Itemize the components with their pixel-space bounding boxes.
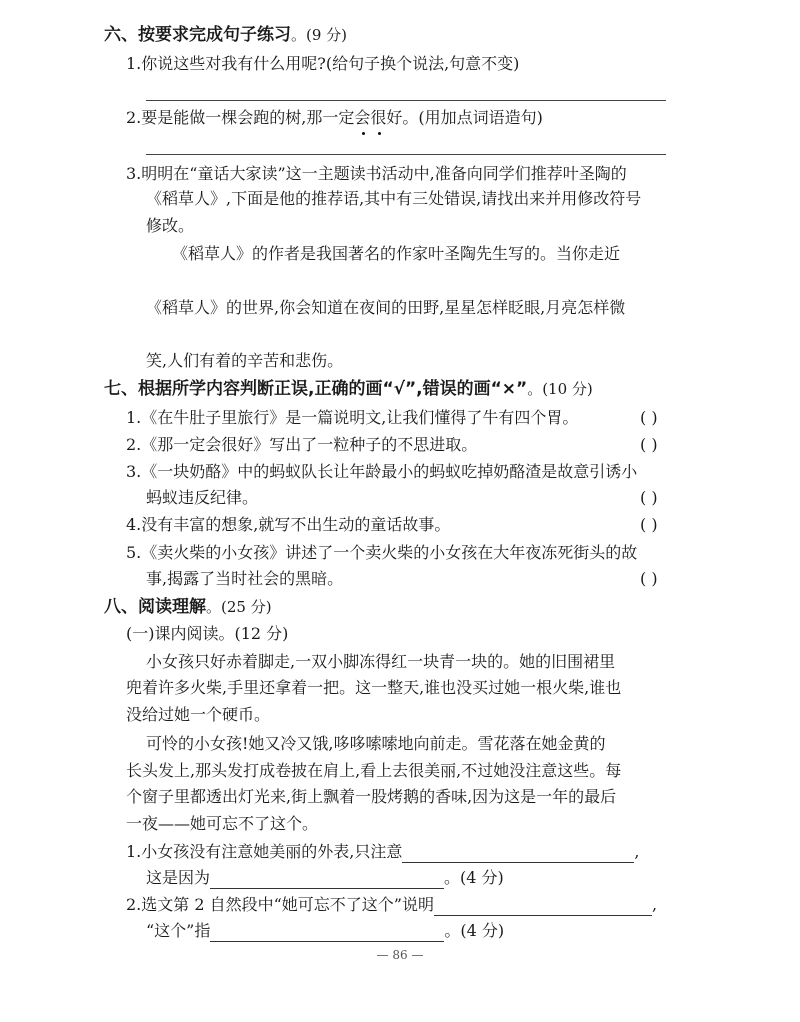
s6-question-3-line1: 3.明明在“童话大家读”这一主题读书活动中,准备向同学们推荐叶圣陶的 [126, 164, 627, 183]
s7-item-1: 1.《在牛肚子里旅行》是一篇说明文,让我们懂得了牛有四个胃。 [126, 408, 579, 427]
s7-item-5-answer[interactable]: ( ) [640, 569, 658, 588]
section-6-score: 。(9 分) [291, 26, 348, 44]
s8-q2-score: 。(4 分) [444, 921, 505, 940]
s7-item-5-line1: 5.《卖火柴的小女孩》讲述了一个卖火柴的小女孩在大年夜冻死街头的故 [126, 543, 638, 562]
s8-q2-blank-1[interactable] [434, 897, 652, 916]
section-6-heading [104, 24, 347, 46]
s6-question-3-line3: 修改。 [146, 216, 195, 235]
s8-q2-text: 2.选文第 2 自然段中“她可忘不了这个”说明 [126, 895, 434, 914]
s8-para1-line1: 小女孩只好赤着脚走,一双小脚冻得红一块青一块的。她的旧围裙里 [146, 652, 616, 671]
s8-q1-blank-1[interactable] [402, 844, 634, 863]
section-7-heading [104, 378, 593, 400]
s8-para2-line3: 个窗子里都透出灯光来,街上飘着一股烤鹅的香味,因为这是一年的最后 [126, 787, 617, 806]
s6-passage-line1: 《稻草人》的作者是我国著名的作家叶圣陶先生写的。当你走近 [172, 244, 621, 263]
s6-q1-answer-line[interactable] [146, 100, 666, 101]
s8-para1-line3: 没给过她一个硬币。 [126, 705, 271, 724]
section-8-title: 八、阅读理解 [104, 597, 206, 617]
s6-q2-answer-line[interactable] [146, 154, 666, 155]
s7-item-3-answer[interactable]: ( ) [640, 488, 658, 507]
section-8-score: 。(25 分) [206, 598, 272, 616]
s6-question-2: 2.要是能做一棵会跑的树,那一定会很好。(用加点词语造句) [126, 108, 543, 127]
s8-q2-text-2: “这个”指 [146, 921, 211, 940]
s8-para2-line2: 长头发上,那头发打成卷披在肩上,看上去很美丽,不过她没注意这些。每 [126, 761, 622, 780]
s8-question-1 [126, 841, 639, 863]
s7-item-2: 2.《那一定会很好》写出了一粒种子的不思进取。 [126, 435, 478, 454]
s7-item-5-line2: 事,揭露了当时社会的黑暗。 [146, 569, 344, 588]
s7-item-1-answer[interactable]: ( ) [640, 408, 658, 427]
s8-question-2-line2 [146, 920, 504, 942]
s8-q2-blank-2[interactable] [210, 923, 444, 942]
s8-question-1-line2 [146, 867, 504, 889]
page-number: — 86 — [376, 948, 424, 962]
s8-q1-score: 。(4 分) [444, 868, 504, 887]
s7-item-3-line2: 蚂蚁违反纪律。 [146, 488, 259, 507]
s8-sub-heading: (一)课内阅读。(12 分) [126, 624, 289, 643]
s7-item-2-answer[interactable]: ( ) [640, 435, 658, 454]
s8-q1-text: 1.小女孩没有注意她美丽的外表,只注意 [126, 842, 403, 861]
emphasis-dot [362, 132, 365, 135]
section-6-title: 六、按要求完成句子练习 [104, 25, 291, 45]
section-7-score: 。(10 分) [527, 380, 593, 398]
s8-question-2 [126, 894, 657, 916]
s8-para1-line2: 兜着许多火柴,手里还拿着一把。这一整天,谁也没买过她一根火柴,谁也 [126, 678, 622, 697]
s8-q1-comma: , [634, 842, 640, 861]
s6-passage-line3: 笑,人们有着的辛苦和悲伤。 [146, 351, 344, 370]
s6-question-1: 1.你说这些对我有什么用呢?(给句子换个说法,句意不变) [126, 54, 520, 73]
s8-q2-comma: , [651, 895, 658, 914]
s6-passage-line2: 《稻草人》的世界,你会知道在夜间的田野,星星怎样眨眼,月亮怎样微 [146, 298, 626, 317]
s8-para2-line1: 可怜的小女孩!她又冷又饿,哆哆嗦嗦地向前走。雪花落在她金黄的 [146, 734, 606, 753]
s8-para2-line4: 一夜——她可忘不了这个。 [126, 814, 319, 833]
s8-q1-text-2: 这是因为 [146, 868, 211, 887]
section-8-heading [104, 596, 272, 618]
s7-item-3-line1: 3.《一块奶酪》中的蚂蚁队长让年龄最小的蚂蚁吃掉奶酪渣是故意引诱小 [126, 462, 638, 481]
s8-q1-blank-2[interactable] [210, 870, 444, 889]
emphasis-dot [378, 132, 381, 135]
s7-item-4: 4.没有丰富的想象,就写不出生动的童话故事。 [126, 515, 451, 534]
section-7-title: 七、根据所学内容判断正误,正确的画“√”,错误的画“×” [104, 379, 528, 399]
s6-question-3-line2: 《稻草人》,下面是他的推荐语,其中有三处错误,请找出来并用修改符号 [146, 189, 642, 208]
s7-item-4-answer[interactable]: ( ) [640, 515, 658, 534]
